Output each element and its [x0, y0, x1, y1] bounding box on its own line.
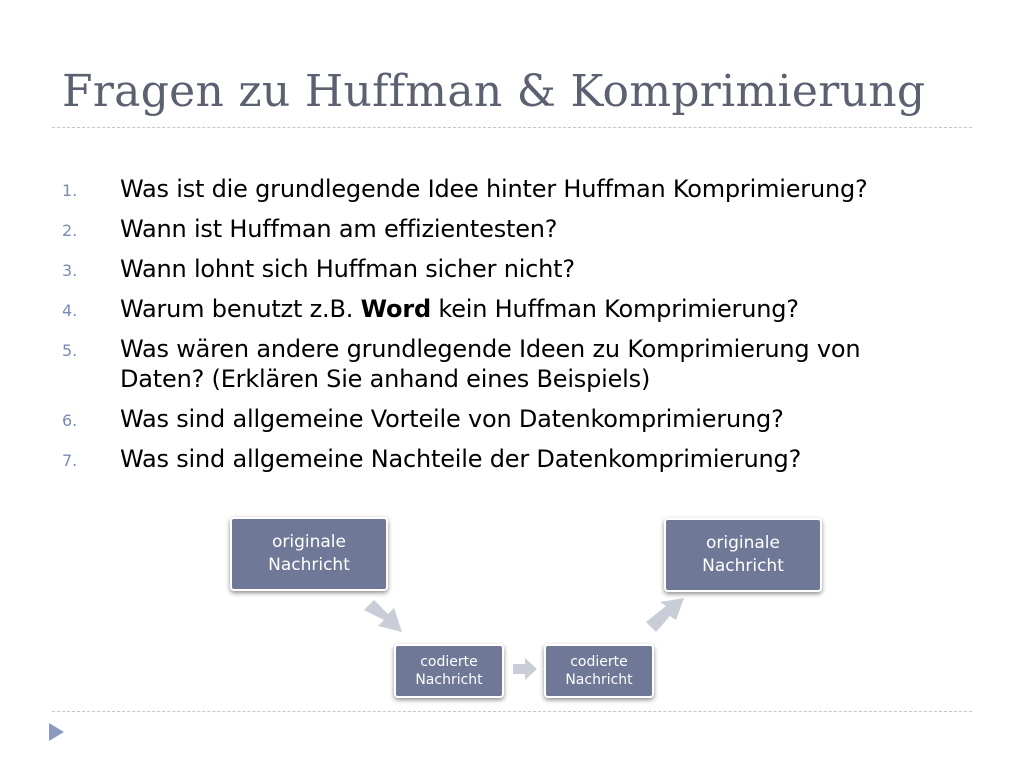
node-label-line: originale — [271, 532, 346, 552]
question-bold-word: Word — [360, 295, 431, 323]
question-item — [62, 404, 962, 434]
question-text: Wann lohnt sich Huffman sicher nicht? — [120, 255, 575, 283]
diagram-node-original-message — [230, 517, 388, 591]
play-triangle-icon[interactable] — [46, 722, 66, 742]
node-label-line: codierte — [570, 654, 628, 670]
title-divider — [52, 127, 972, 128]
node-label-line: codierte — [420, 654, 478, 670]
question-text-line: Was wären andere grundlegende Ideen zu Komprimierung von — [120, 335, 861, 363]
question-text — [120, 334, 860, 394]
question-number: 3. — [62, 261, 78, 280]
question-number: 7. — [62, 451, 78, 470]
node-label-line: Nachricht — [565, 672, 633, 688]
diagram-node-coded-message — [394, 644, 504, 698]
node-label-line: Nachricht — [702, 556, 784, 576]
question-item — [62, 334, 962, 394]
node-label-line: Nachricht — [268, 555, 350, 575]
question-item — [62, 214, 962, 244]
question-number: 4. — [62, 301, 78, 320]
diagram-arrow-up-right-icon — [642, 596, 690, 636]
question-item — [62, 174, 962, 204]
question-list — [62, 174, 962, 484]
question-item — [62, 444, 962, 474]
footer-divider — [52, 711, 972, 712]
question-text-part: kein Huffman Komprimierung? — [430, 295, 799, 323]
slide-title: Fragen zu Huffman & Komprimierung — [62, 66, 926, 117]
diagram-arrow-right-icon — [511, 655, 539, 683]
question-item — [62, 254, 962, 284]
question-text: Was ist die grundlegende Idee hinter Huffman Komprimierung? — [120, 175, 868, 203]
question-text-line: Daten? (Erklären Sie anhand eines Beispiels) — [120, 365, 651, 393]
question-number: 6. — [62, 411, 78, 430]
question-text: Was sind allgemeine Nachteile der Datenkomprimierung? — [120, 445, 802, 473]
question-number: 5. — [62, 341, 78, 360]
question-text: Wann ist Huffman am effizientesten? — [120, 215, 558, 243]
diagram-node-original-message — [664, 518, 822, 592]
question-text: Was sind allgemeine Vorteile von Datenkomprimierung? — [120, 405, 784, 433]
question-number: 2. — [62, 221, 78, 240]
question-text — [120, 294, 799, 324]
question-number: 1. — [62, 181, 78, 200]
diagram-arrow-down-right-icon — [360, 596, 408, 636]
node-label-line: originale — [705, 533, 780, 553]
node-label-line: Nachricht — [415, 672, 483, 688]
question-text-part: Warum benutzt z.B. — [120, 295, 361, 323]
diagram-node-coded-message — [544, 644, 654, 698]
question-item — [62, 294, 962, 324]
